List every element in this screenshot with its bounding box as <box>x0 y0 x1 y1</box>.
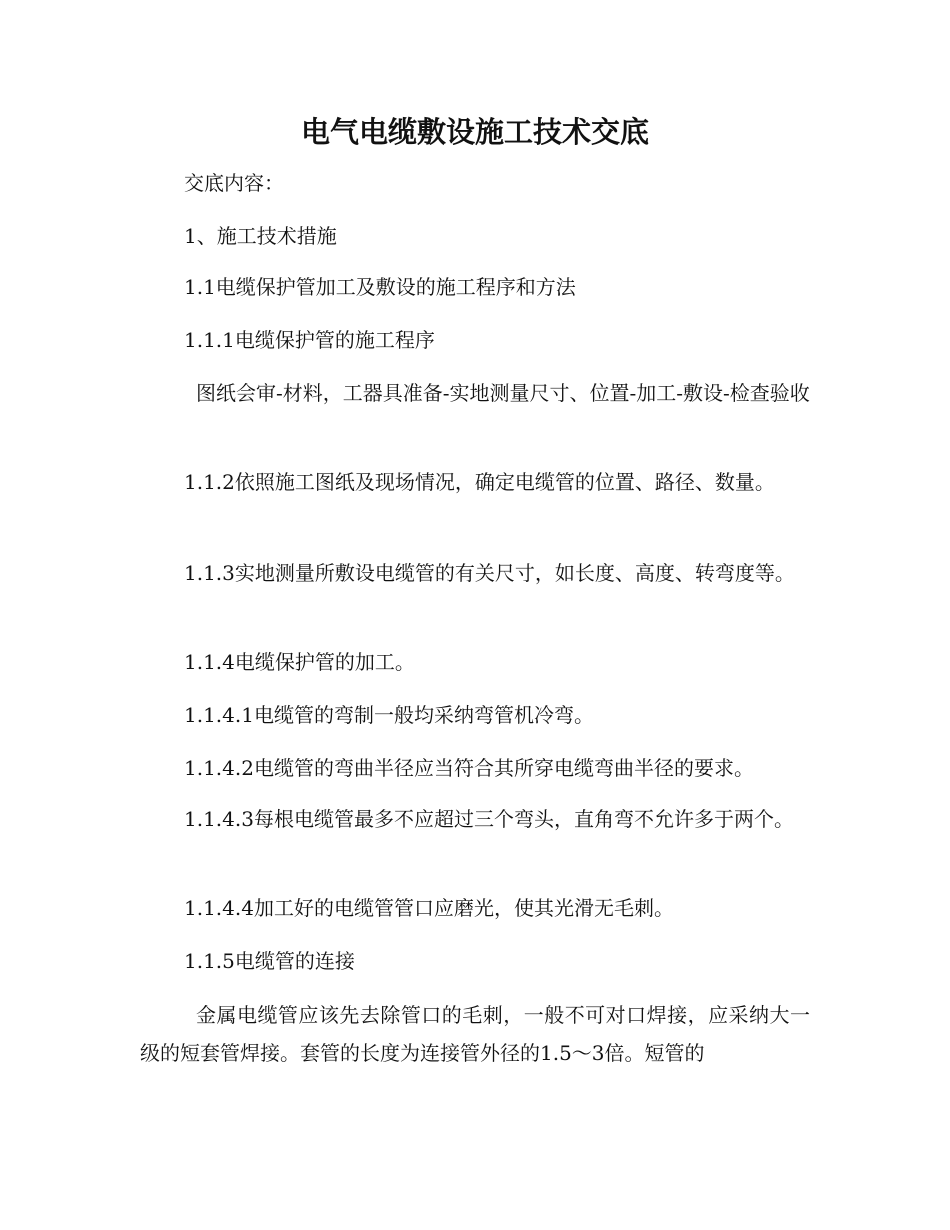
paragraph-disclosure-content: 交底内容： <box>184 171 284 195</box>
paragraph-section-1-1-4-2: 1.1.4.2电缆管的弯曲半径应当符合其所穿电缆弯曲半径的要求。 <box>184 756 754 780</box>
paragraph-section-1-1: 1.1电缆保护管加工及敷设的施工程序和方法 <box>184 275 576 299</box>
paragraph-metal-conduit-connection: 金属电缆管应该先去除管口的毛刺，一般不可对口焊接，应采纳大一级的短套管焊接。套管的长度为连接管外径的1.5～3倍。短管的 <box>140 1003 810 1065</box>
paragraph-section-1-1-1: 1.1.1电缆保护管的施工程序 <box>184 328 435 352</box>
paragraph-section-1-1-2: 1.1.2依照施工图纸及现场情况，确定电缆管的位置、路径、数量。 <box>184 470 775 494</box>
paragraph-section-1-1-4: 1.1.4电缆保护管的加工。 <box>184 650 415 674</box>
document-title: 电气电缆敷设施工技术交底 <box>300 115 649 149</box>
paragraph-section-1-1-4-3: 1.1.4.3每根电缆管最多不应超过三个弯头，直角弯不允许多于两个。 <box>184 807 794 831</box>
paragraph-section-1-1-5: 1.1.5电缆管的连接 <box>184 949 355 973</box>
paragraph-section-1-1-3: 1.1.3实地测量所敷设电缆管的有关尺寸，如长度、高度、转弯度等。 <box>184 561 795 585</box>
paragraph-section-1-1-4-1: 1.1.4.1电缆管的弯制一般均采纳弯管机冷弯。 <box>184 703 594 727</box>
paragraph-section-1: 1、施工技术措施 <box>184 224 337 248</box>
paragraph-section-1-1-4-4: 1.1.4.4加工好的电缆管管口应磨光，使其光滑无毛刺。 <box>184 896 674 920</box>
paragraph-procedure: 图纸会审-材料，工器具准备-实地测量尺寸、位置-加工-敷设-检查验收 <box>196 381 810 405</box>
